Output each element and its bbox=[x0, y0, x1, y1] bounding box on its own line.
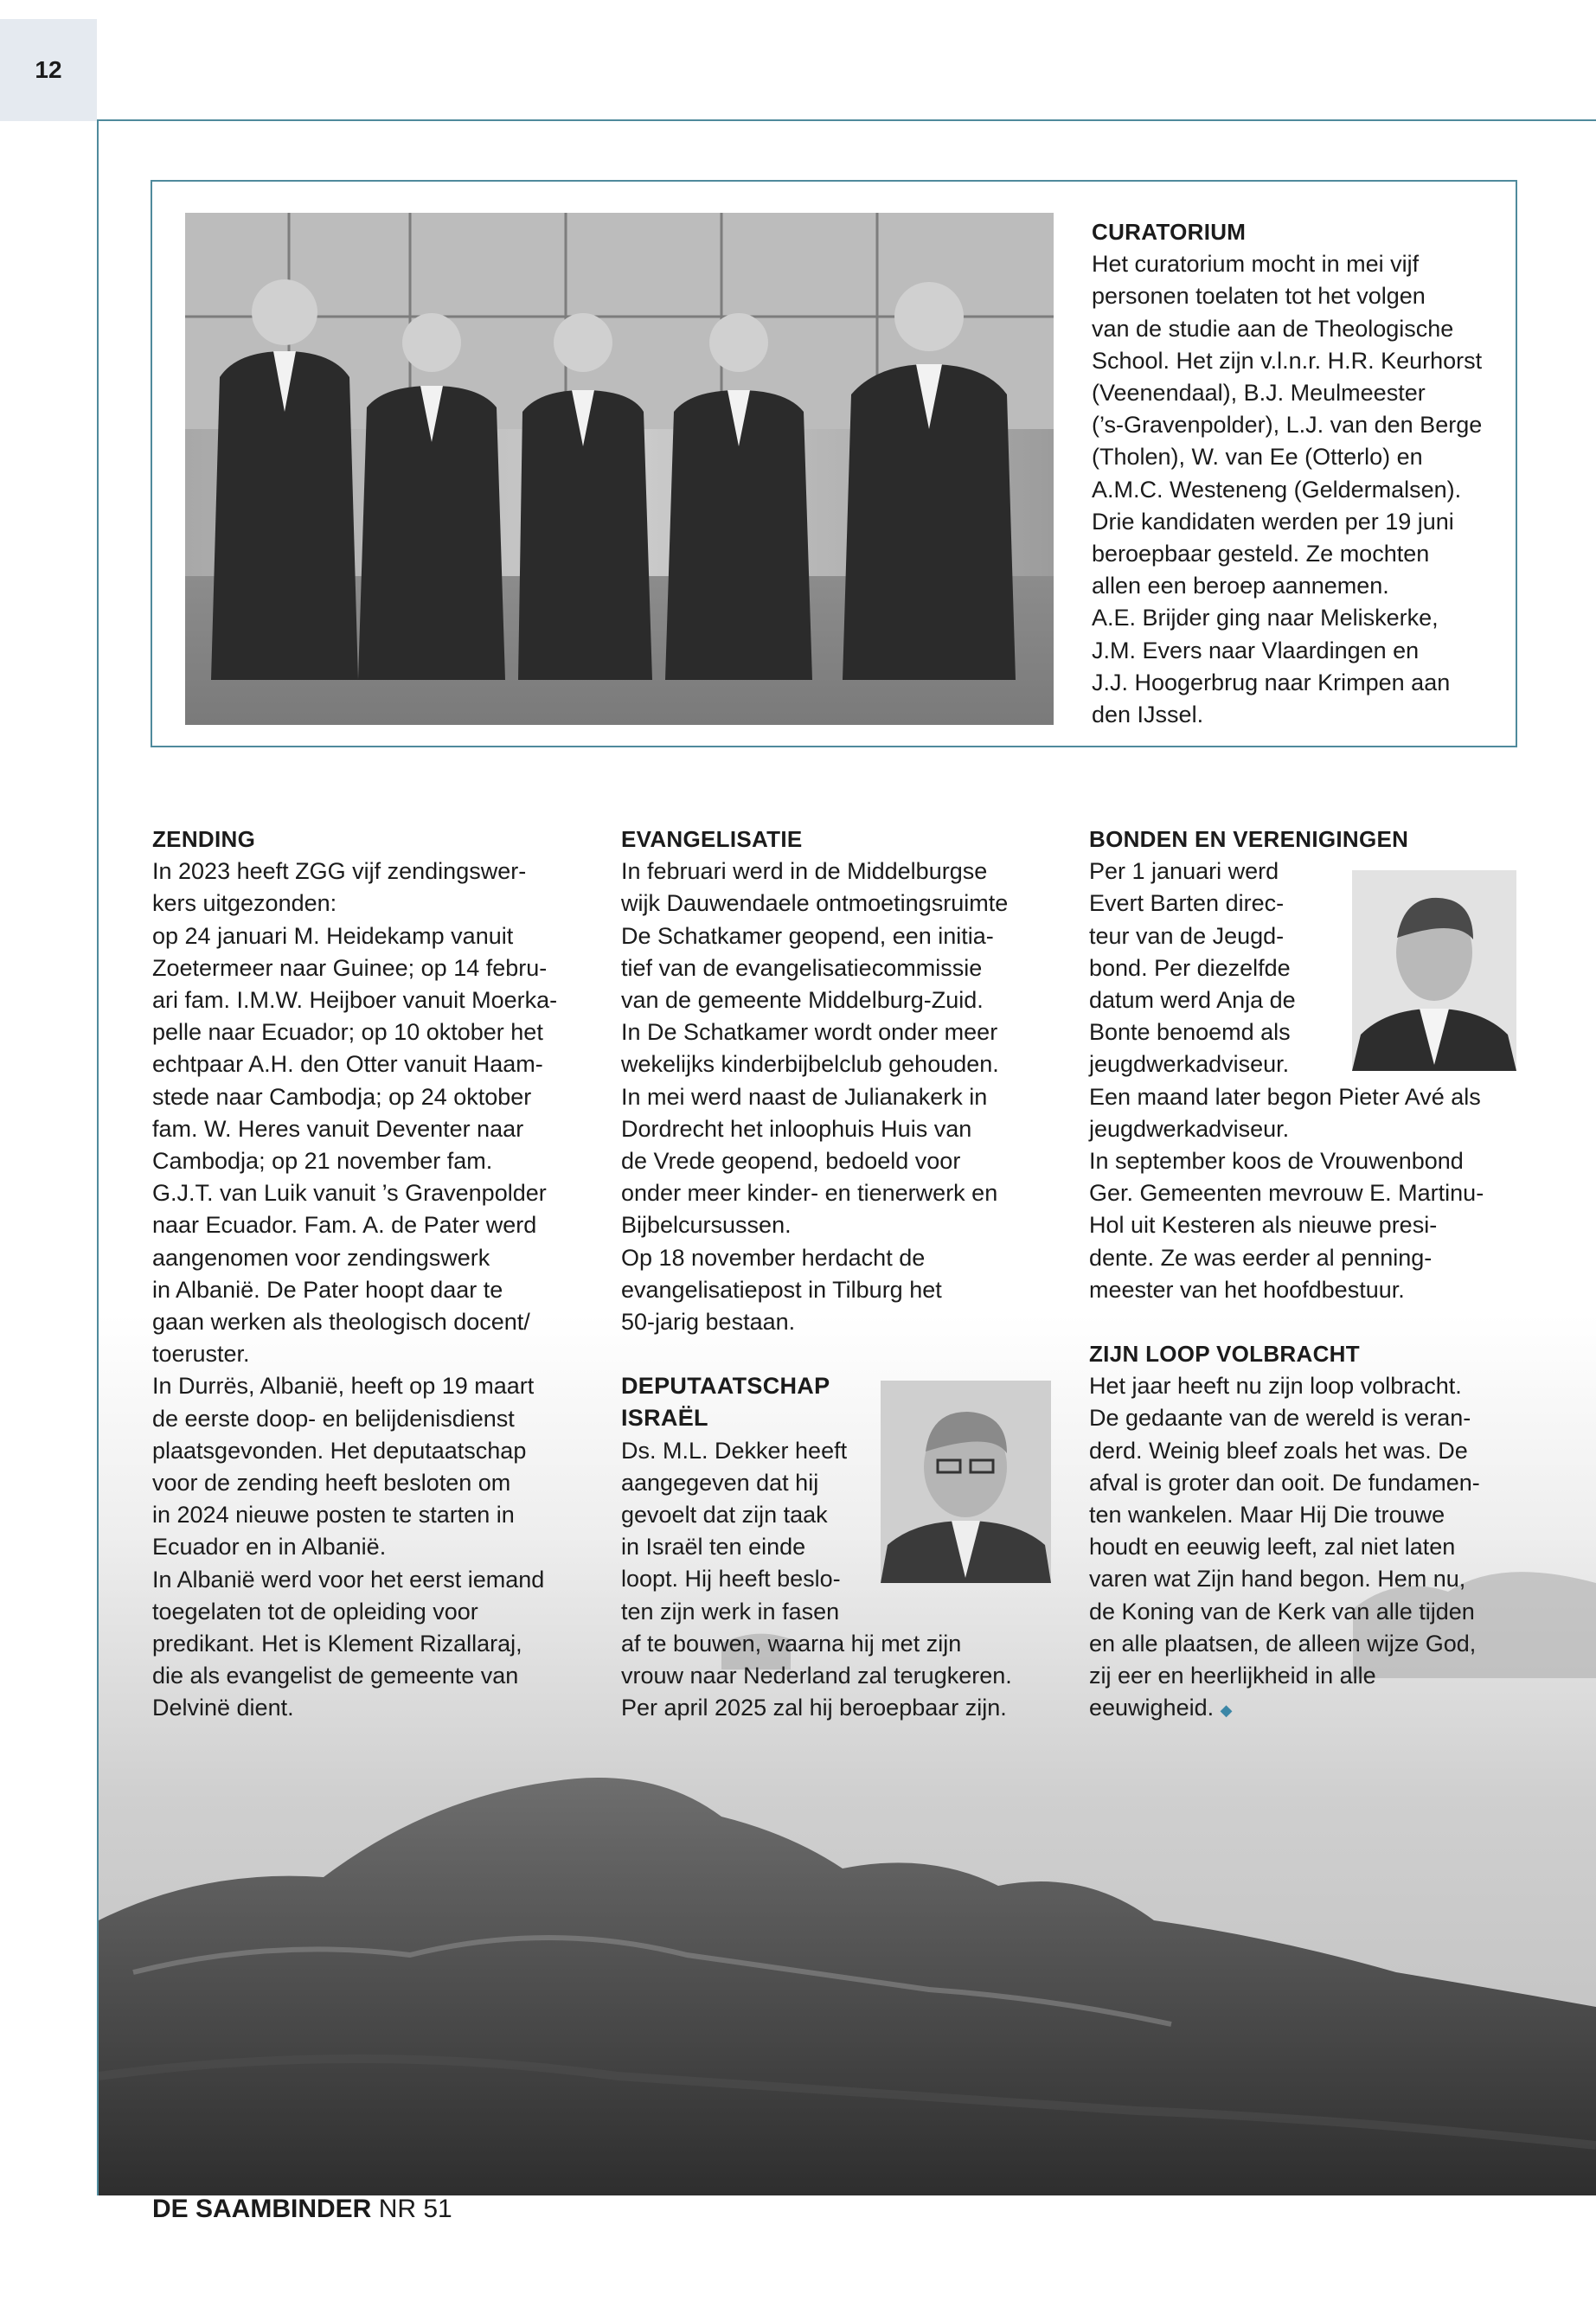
column-evangelisatie bbox=[621, 824, 1062, 1724]
loop-body: Het jaar heeft nu zijn loop volbracht. De gedaante van de wereld is veran- derd. Weinig bleef zoals het was. De afval is groter dan ooit. De fundamen- ten wankelen. Maar Hij Die trouwe houdt en eeuwig leeft, zal niet laten varen wat Zijn hand begon. Hem nu, de Koning van de Kerk van alle tijden en alle plaatsen, de alleen wijze God, zij eer en heerlijkheid in alle eeuwigheid. bbox=[1089, 1373, 1480, 1721]
loop-heading: ZIJN LOOP VOLBRACHT bbox=[1089, 1341, 1360, 1368]
curatorium-box bbox=[151, 180, 1517, 747]
zending-heading: ZENDING bbox=[152, 826, 256, 852]
curatorium-heading: CURATORIUM bbox=[1092, 219, 1247, 245]
frame-line-top bbox=[97, 119, 1596, 121]
loop-text bbox=[1089, 1370, 1522, 1727]
page-number: 12 bbox=[0, 19, 97, 121]
evangelisatie-text: In februari werd in de Middelburgse wijk Dauwendaele ontmoetingsruimte De Schatkamer geopend, een initia- tief van de evangelisatiecommissie van de gemeente Middelburg-Zuid. In De Schatkamer wordt onder meer wekelijks kinderbijbelclub gehouden. In mei werd naast de Julianakerk in Dordrecht het inloophuis Huis van de Vrede geopend, bedoeld voor onder meer kinder- en tienerwerk en Bijbelcursussen. Op 18 november herdacht de evangelisatiepost in Tilburg het 50-jarig bestaan. bbox=[621, 858, 1009, 1336]
bonden-heading: BONDEN EN VERENIGINGEN bbox=[1089, 826, 1409, 852]
group-photo bbox=[185, 213, 1054, 725]
curatorium-text: Het curatorium mocht in mei vijf personen toelaten tot het volgen van de studie aan de Theologische School. Het zijn v.l.n.r. H.R. Keurhorst (Veenendaal), B.J. Meulmeester (’s-Gravenpolder), L.J. van den Berge (Tholen), W. van Ee (Otterlo) en A.M.C. Westeneng (Geldermalsen). Drie kandidaten werden per 19 juni beroepbaar gesteld. Ze mochten allen een beroep aannemen. A.E. Brijder ging naar Meliskerke, J.M. Evers naar Vlaardingen en J.J. Hoogerbrug naar Krimpen aan den IJssel. bbox=[1092, 251, 1483, 728]
end-mark-icon: ◆ bbox=[1220, 1702, 1233, 1720]
israel-heading: DEPUTAATSCHAP ISRAËL bbox=[621, 1373, 830, 1432]
evangelisatie-heading: EVANGELISATIE bbox=[621, 826, 803, 852]
israel-text: Ds. M.L. Dekker heeft aangegeven dat hij gevoelt dat zijn taak in Israël ten einde loopt. Hij heeft beslo- ten zijn werk in fasen af te bouwen, waarna hij met zijn vrouw naar Nederland zal terugkeren. Per april 2025 zal hij beroepbaar zijn. bbox=[621, 1437, 1012, 1721]
magazine-title: DE SAAMBINDER bbox=[152, 2195, 372, 2223]
issue-number: NR 51 bbox=[378, 2195, 452, 2223]
column-zending bbox=[152, 824, 593, 1725]
footer bbox=[152, 2194, 452, 2225]
zending-text: In 2023 heeft ZGG vijf zendingswer- kers uitgezonden: op 24 januari M. Heidekamp vanuit Zoetermeer naar Guinee; op 14 febru- ari fam. I.M.W. Heijboer vanuit Moerka- pelle naar Ecuador; op 10 oktober het echtpaar A.H. den Otter vanuit Haam- stede naar Cambodja; op 24 oktober fam. W. Heres vanuit Deventer naar Cambodja; op 21 november fam. G.J.T. van Luik vanuit ’s Gravenpolder naar Ecuador. Fam. A. de Pater werd aangenomen voor zendingswerk in Albanië. De Pater hoopt daar te gaan werken als theologisch docent/ toeruster. In Durrës, Albanië, heeft op 19 maart de eerste doop- en belijdenisdienst plaatsgevonden. Het deputaatschap voor de zending heeft besloten om in 2024 nieuwe posten te starten in Ecuador en in Albanië. In Albanië werd voor het eerst iemand toegelaten tot de opleiding voor predikant. Het is Klement Rizallaraj, die als evangelist de gemeente van Delvinë dient. bbox=[152, 858, 558, 1721]
curatorium-caption bbox=[1092, 216, 1498, 731]
bonden-text: Per 1 januari werd Evert Barten direc- teur van de Jeugd- bond. Per diezelfde datum werd Anja de Bonte benoemd als jeugdwerkadviseur. Een maand later begon Pieter Avé als jeugdwerkadviseur. In september koos de Vrouwenbond Ger. Gemeenten mevrouw E. Martinu- Hol uit Kesteren als nieuwe presi- dente. Ze was eerder al penning- meester van het hoofdbestuur. bbox=[1089, 858, 1484, 1303]
column-bonden bbox=[1089, 824, 1522, 1727]
